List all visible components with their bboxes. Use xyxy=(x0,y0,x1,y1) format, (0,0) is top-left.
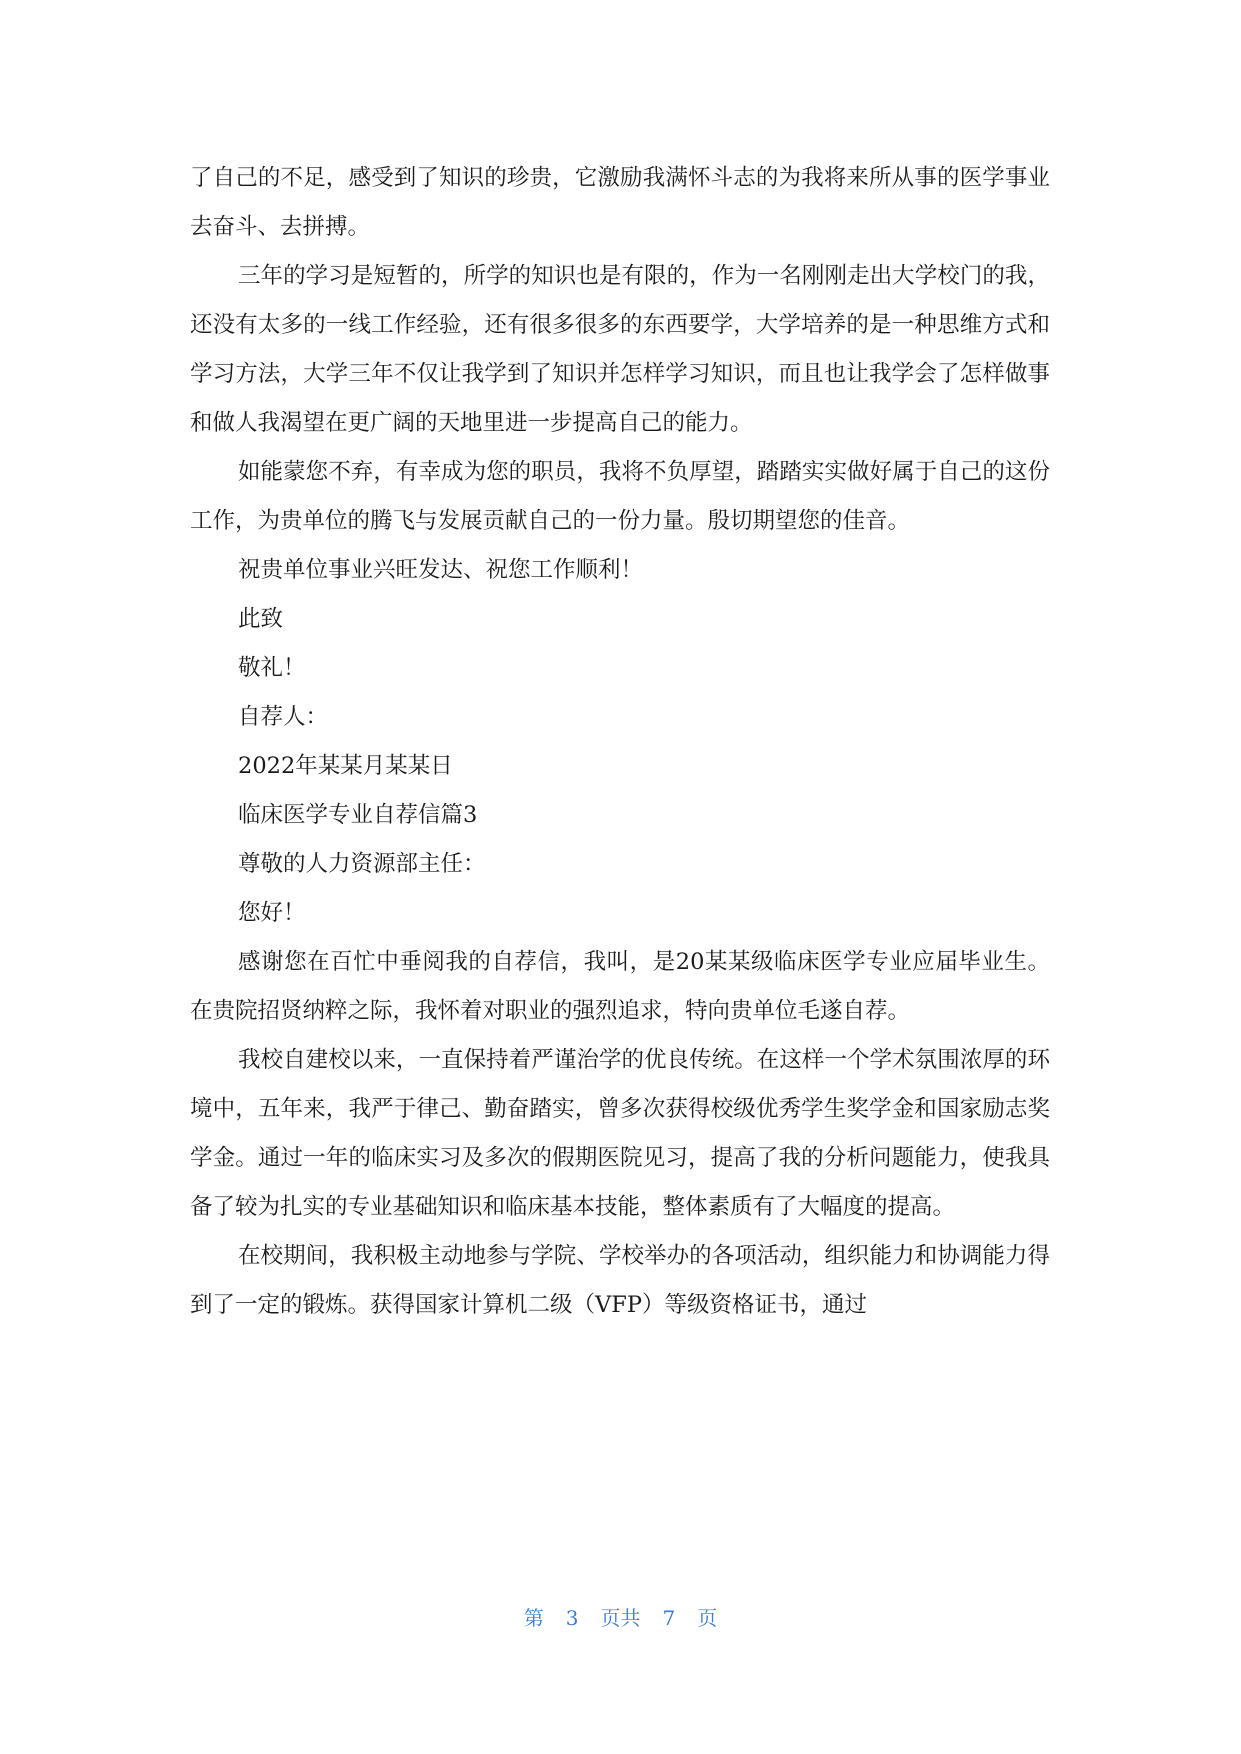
footer-suffix: 页 xyxy=(697,1606,718,1630)
greeting-line: 您好！ xyxy=(238,900,306,926)
date-line: 2022年某某月某某日 xyxy=(238,753,453,779)
footer-total-pages: 7 xyxy=(662,1606,676,1630)
closing-wish-line: 祝贵单位事业兴旺发达、祝您工作顺利！ xyxy=(238,557,644,583)
paragraph: 我校自建校以来，一直保持着严谨治学的优良传统。在这样一个学术氛围浓厚的环境中，五年来，我严于律己、勤奋踏实，曾多次获得校级优秀学生奖学金和国家励志奖学金。通过一年的临床实习及多次的假期医院见习，提高了我的分析问题能力，使我具备了较为扎实的专业基础知识和临床基本技能，整体素质有了大幅度的提高。 xyxy=(190,1047,1050,1220)
greeting-line: 尊敬的人力资源部主任： xyxy=(238,851,486,877)
footer-prefix: 第 xyxy=(523,1606,544,1630)
salutation-line: 此致 xyxy=(238,606,284,632)
document-body xyxy=(190,154,1050,1330)
page-footer xyxy=(0,1602,1241,1631)
footer-current-page: 3 xyxy=(565,1606,579,1630)
paragraph: 在校期间，我积极主动地参与学院、学校举办的各项活动，组织能力和协调能力得到了一定的锻炼。获得国家计算机二级（VFP）等级资格证书，通过 xyxy=(190,1243,1050,1318)
paragraph: 了自己的不足，感受到了知识的珍贵，它激励我满怀斗志的为我将来所从事的医学事业去奋斗、去拼搏。 xyxy=(190,165,1050,240)
salutation-line: 敬礼！ xyxy=(238,655,306,681)
paragraph: 如能蒙您不弃，有幸成为您的职员，我将不负厚望，踏踏实实做好属于自己的这份工作，为贵单位的腾飞与发展贡献自己的一份力量。殷切期望您的佳音。 xyxy=(190,459,1050,534)
paragraph: 感谢您在百忙中垂阅我的自荐信，我叫，是20某某级临床医学专业应届毕业生。在贵院招贤纳粹之际，我怀着对职业的强烈追求，特向贵单位毛遂自荐。 xyxy=(190,949,1050,1024)
section-title: 临床医学专业自荐信篇3 xyxy=(238,802,478,828)
paragraph: 三年的学习是短暂的，所学的知识也是有限的，作为一名刚刚走出大学校门的我，还没有太多的一线工作经验，还有很多很多的东西要学，大学培养的是一种思维方式和学习方法，大学三年不仅让我学到了知识并怎样学习知识，而且也让我学会了怎样做事和做人我渴望在更广阔的天地里进一步提高自己的能力。 xyxy=(190,263,1050,436)
signature-line: 自荐人： xyxy=(238,704,329,730)
footer-middle: 页共 xyxy=(600,1606,641,1630)
